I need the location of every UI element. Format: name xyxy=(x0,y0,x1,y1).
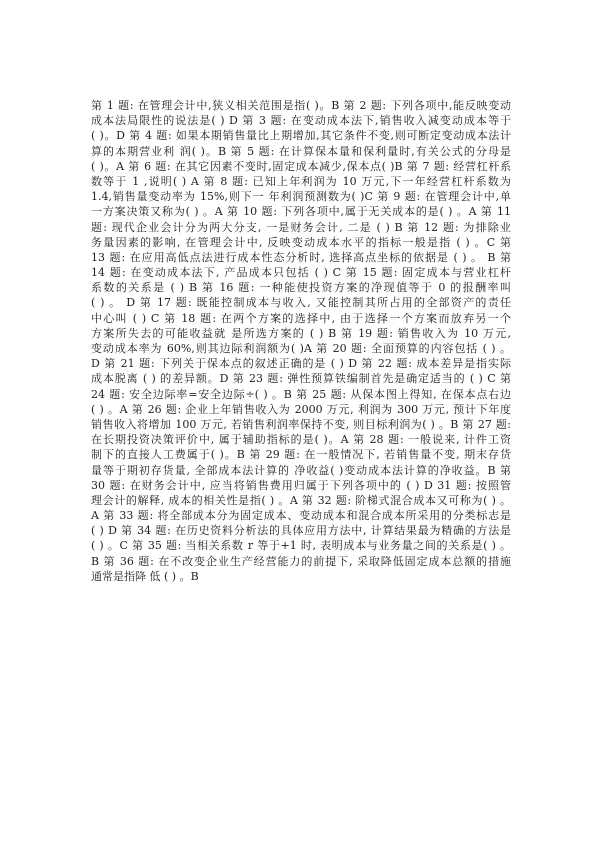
text-line: 制下的直接人工费属于( )。B 第 29 题: 在一般情况下, 若销售量不变, 期末存货 xyxy=(91,448,511,462)
text-line: A 第 33 题: 将全部成本分为固定成本、变动成本和混合成本所采用的分类标志是 xyxy=(91,509,511,523)
text-line: 算的本期营业利 润( )。B 第 5 题: 在计算保本量和保利量时,有关公式的分母是 xyxy=(91,144,511,158)
text-line: 中心叫 ( ) C 第 18 题: 在两个方案的选择中, 由于选择一个方案而放弃另一个 xyxy=(91,311,511,325)
text-line: 数等于 1 ,说明( ) A 第 8 题: 已知上年利润为 10 万元,下一年经营杠杆系数为 xyxy=(91,174,511,188)
text-line: 务量因素的影响, 在管理会计中, 反映变动成本水平的指标一般是指 ( ) 。C 第 xyxy=(91,235,511,249)
text-line: 成本法局限性的说法是( ) D 第 3 题: 在变动成本法下,销售收入减变动成本等于 xyxy=(91,114,511,128)
text-line: 成本脱离 ( ) 的差异额。D 第 23 题: 弹性预算铁编制首先是确定适当的 ( ) C 第 xyxy=(91,372,511,386)
text-line: 题: 现代企业会计分为两大分支, 一是财务会计, 二是 ( ) B 第 12 题: 为排除业 xyxy=(91,220,511,234)
text-line: 销售收入将增加 100 万元, 若销售利润率保持不变, 则目标利润为( ) 。B 第 27 题: xyxy=(91,417,511,431)
text-line: B 第 36 题: 在不改变企业生产经营能力的前提下, 采取降低固定成本总额的措施 xyxy=(91,554,511,568)
text-line: 系数的关系是 ( ) B 第 16 题: 一种能使投资方案的净现值等于 0 的报酬率叫 xyxy=(91,281,511,295)
text-line: ( ) 。C 第 35 题: 当相关系数 r 等于+1 时, 表明成本与业务量之间的关系是( ) 。 xyxy=(91,539,511,553)
text-line: 1.4,销售量变动率为 15%,则下一 年利润预测数为( )C 第 9 题: 在管理会计中,单 xyxy=(91,190,511,204)
text-line: 在长期投资决策评价中, 属于辅助指标的是( )。A 第 28 题: 一般说来, 计件工资 xyxy=(91,433,511,447)
document-body xyxy=(91,98,511,584)
text-line: ( ) 。A 第 26 题: 企业上年销售收入为 2000 万元, 利润为 300 万元, 预计下年度 xyxy=(91,402,511,416)
text-line: 方案所失去的可能收益就 是所选方案的 ( ) B 第 19 题: 销售收入为 10 万元, xyxy=(91,326,511,340)
text-line: 13 题: 在应用高低点法进行成本性态分析时, 选择高点坐标的依据是 ( ) 。 B 第 xyxy=(91,250,511,264)
text-line: 通常是指降 低 ( ) 。B xyxy=(91,569,199,583)
text-line: 理会计的解释, 成本的相关性是指( ) 。A 第 32 题: 阶梯式混合成本又可称为( ) 。 xyxy=(91,493,511,507)
text-line: ( ) D 第 34 题: 在历史资料分析法的具体应用方法中, 计算结果最为精确的方法是 xyxy=(91,524,511,538)
text-line: D 第 21 题: 下列关于保本点的叙述正确的是 ( ) D 第 22 题: 成本差异是指实际 xyxy=(91,357,511,371)
text-line: 30 题: 在财务会计中, 应当将销售费用归属于下列各项中的 ( ) D 31 题: 按照管 xyxy=(91,478,511,492)
text-line: 14 题: 在变动成本法下, 产品成本只包括 ( ) C 第 15 题: 固定成本与营业杠杆 xyxy=(91,266,511,280)
text-line: 变动成本率为 60%,则其边际利润额为( )A 第 20 题: 全面预算的内容包括 ( ) 。 xyxy=(91,342,511,355)
text-line: 24 题: 安全边际率=安全边际÷( ) 。B 第 25 题: 从保本图上得知, 在保本点右边 xyxy=(91,387,511,401)
text-line: ( )。A 第 6 题: 在其它因素不变时,固定成本减少,保本点( )B 第 7 题: 经营杠杆系 xyxy=(91,159,511,173)
text-line: 第 1 题: 在管理会计中,狭义相关范围是指( )。B 第 2 题: 下列各项中,能反映变动 xyxy=(91,99,511,112)
text-line: ( )。D 第 4 题: 如果本期销售量比上期增加,其它条件不变,则可断定变动成本法计 xyxy=(91,129,511,143)
text-line: ( ) 。 D 第 17 题: 既能控制成本与收入, 又能控制其所占用的全部资产的责任 xyxy=(91,296,511,310)
text-line: 一方案决策又称为( ) 。A 第 10 题: 下列各项中,属于无关成本的是( ) 。A 第 11 xyxy=(91,205,511,219)
text-line: 量等于期初存货量, 全部成本法计算的 净收益( )变动成本法计算的净收益。B 第 xyxy=(91,463,511,477)
